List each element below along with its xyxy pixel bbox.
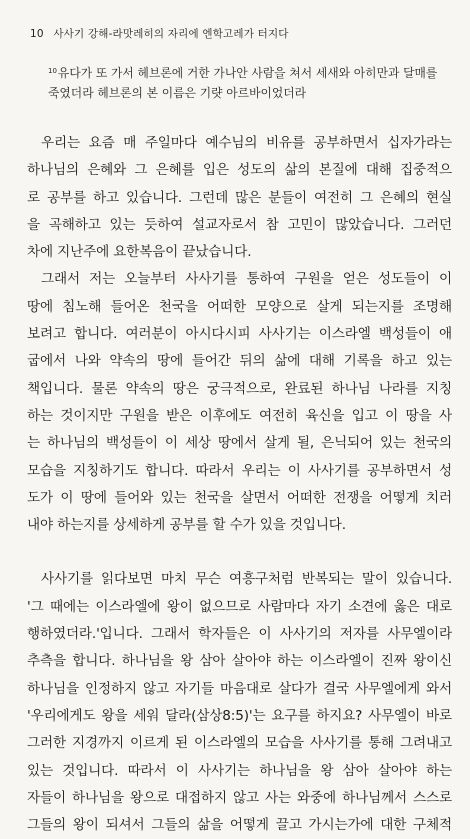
text-line: 을 곡해하고 있는 듯하여 설교자로서 참 고민이 많았습니다. 그러던 bbox=[27, 216, 452, 233]
text-line: 그래서 저는 오늘부터 사사기를 통하여 구원을 얻은 성도들이 이 bbox=[41, 271, 452, 288]
verse-number: 10 bbox=[48, 67, 57, 75]
text-line: 우리는 요즘 매 주일마다 예수님의 비유를 공부하면서 십자가라는 bbox=[41, 135, 452, 151]
scripture-quote bbox=[48, 61, 443, 103]
body-text bbox=[27, 130, 452, 839]
paragraph-2 bbox=[27, 266, 452, 539]
text-line: 그들의 왕이 되셔서 그들의 삶을 어떻게 끌고 가시는가에 대한 구체적 bbox=[27, 817, 452, 834]
page-number: 10 bbox=[30, 28, 44, 40]
text-line: 내야 하는지를 상세하게 공부를 할 수가 있을 것입니다. bbox=[27, 517, 346, 534]
text-line: 하나님의 은혜와 그 은혜를 입은 성도의 삶의 본질에 대해 집중적으 bbox=[27, 162, 452, 179]
scripture-line: 죽였더라 헤브론의 본 이름은 기럇 아르바이었더라 bbox=[48, 86, 307, 100]
text-line: '그 때에는 이스라엘에 왕이 없으므로 사람마다 자기 소견에 옳은 대로 bbox=[27, 598, 452, 615]
text-line: '우리에게도 왕을 세워 달라(삼상8:5)'는 요구를 하지요? 사무엘이 바로 bbox=[27, 707, 452, 724]
paragraph-gap bbox=[27, 539, 452, 566]
running-header bbox=[30, 26, 450, 41]
text-line: 차에 지난주에 요한복음이 끝났습니다. bbox=[27, 244, 252, 261]
text-line: 책입니다. 물론 약속의 땅은 궁극적으로, 완료된 하나님 나라를 지칭 bbox=[27, 380, 452, 397]
text-line: 는 하나님의 백성들이 이 세상 땅에서 살게 될, 은닉되어 있는 천국의 bbox=[27, 435, 452, 452]
text-line: 그러한 지경까지 이르게 된 이스라엘의 모습을 사사기를 통해 그려내고 bbox=[27, 735, 452, 752]
text-line: 하는 것이지만 구원을 받은 이후에도 여전히 육신을 입고 이 땅을 사 bbox=[27, 407, 452, 424]
text-line: 모습을 지칭하기도 합니다. 따라서 우리는 이 사사기를 공부하면서 성 bbox=[27, 462, 452, 479]
text-line: 보려고 합니다. 여러분이 아시다시피 사사기는 이스라엘 백성들이 애 bbox=[27, 326, 452, 343]
scripture-line: $^{10}$유다가 또 가서 헤브론에 거한 가나안 사람을 쳐서 세새와 아히만과 달매를 bbox=[48, 66, 438, 80]
text-line: 굽에서 나와 약속의 땅에 들어간 뒤의 삶에 대해 기록을 하고 있는 bbox=[27, 353, 452, 370]
text-line: 로 공부를 하고 있습니다. 그런데 많은 분들이 여전히 그 은혜의 현실 bbox=[27, 189, 452, 206]
text-line: 행하였더라.'입니다. 그래서 학자들은 이 사사기의 저자를 사무엘이라 bbox=[27, 626, 452, 643]
paragraph-1 bbox=[27, 130, 452, 266]
text-line: 하나님을 인정하지 않고 자기들 마음대로 살다가 결국 사무엘에게 와서 bbox=[27, 680, 452, 697]
text-line: 자들이 하나님을 왕으로 대접하지 않고 사는 와중에 하나님께서 스스로 bbox=[27, 789, 452, 806]
text-line: 있는 것입니다. 따라서 이 사사기는 하나님을 왕 삼아 살아야 하는 bbox=[27, 762, 452, 779]
book-title: 사사기 강해-라맛레히의 자리에 엔학고레가 터지다 bbox=[53, 28, 289, 40]
paragraph-3 bbox=[27, 566, 452, 839]
text-line: 땅에 침노해 들어온 천국을 어떠한 모양으로 살게 되는지를 조명해 bbox=[27, 298, 452, 315]
text-line: 추측을 합니다. 하나님을 왕 삼아 살아야 하는 이스라엘이 진짜 왕이신 bbox=[27, 653, 452, 670]
text-line: 도가 이 땅에 들어와 있는 천국을 살면서 어떠한 전쟁을 어떻게 치러 bbox=[27, 489, 452, 506]
text-line: 사사기를 읽다보면 마치 무슨 여흥구처럼 반복되는 말이 있습니다. bbox=[41, 571, 452, 588]
